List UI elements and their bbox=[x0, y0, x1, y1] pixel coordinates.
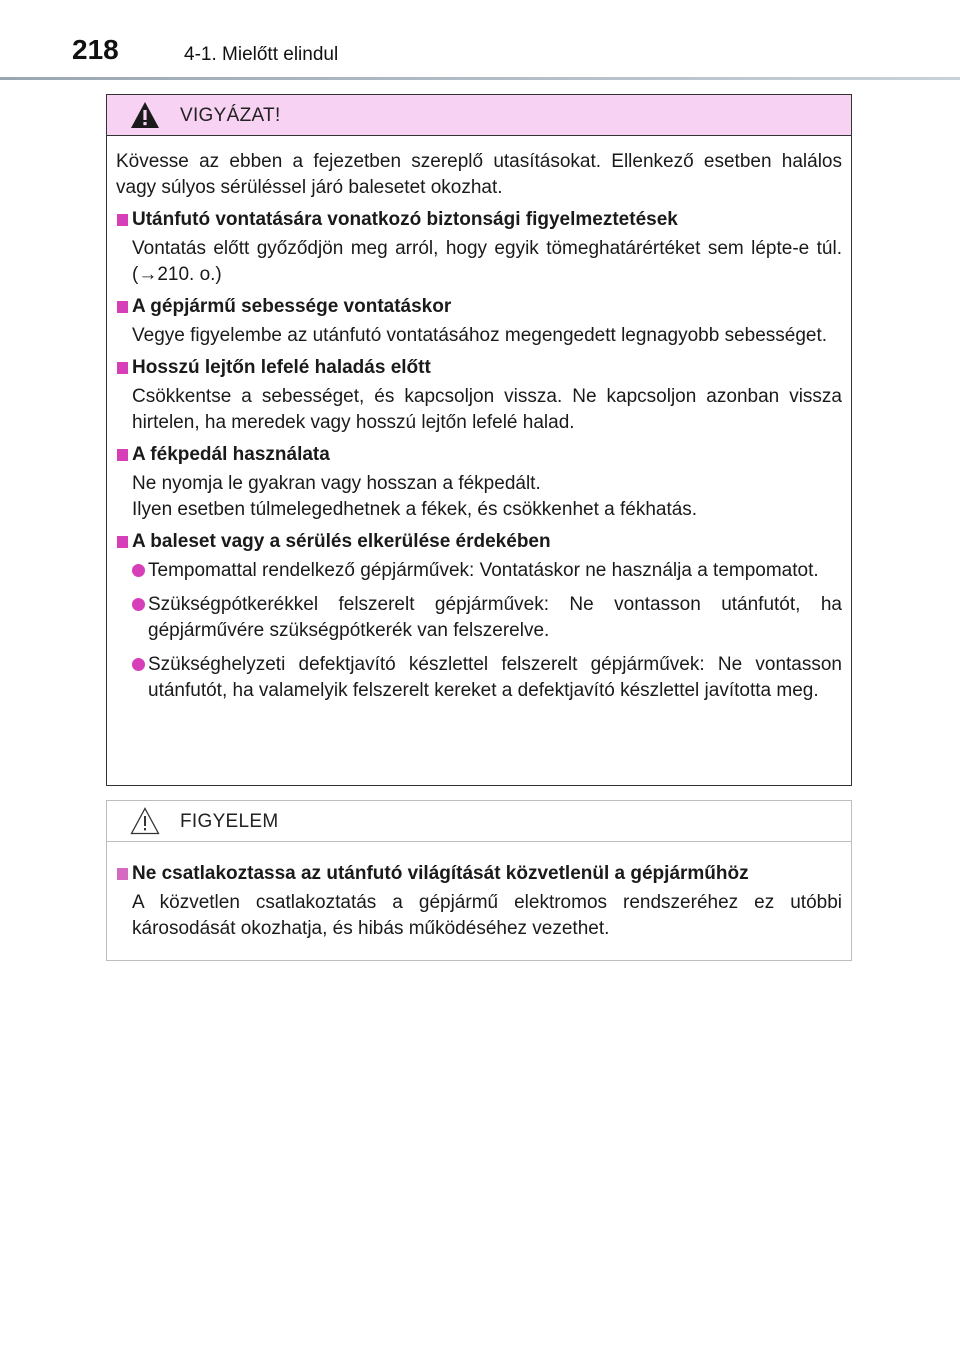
square-bullet-icon bbox=[117, 536, 128, 548]
notice-text: A közvetlen csatlakoztatás a gépjármű elektromos rendszeréhez ez utóbbi károsodását okozhatja, és hibás működéséhez vezethet. bbox=[132, 892, 842, 939]
round-bullet-icon bbox=[132, 598, 145, 611]
warning-triangle-icon bbox=[130, 101, 160, 129]
warning-title: VIGYÁZAT! bbox=[180, 105, 281, 126]
section-text: Csökkentse a sebességet, és kapcsoljon vissza. Ne kapcsoljon azonban vissza hirtelen, ha meredek vagy hosszú lejtőn lefelé halad. bbox=[132, 386, 842, 433]
list-item: Tempomattal rendelkező gépjárművek: Vontatáskor ne használja a tempomatot. bbox=[116, 558, 842, 584]
notice-title: FIGYELEM bbox=[180, 811, 279, 832]
square-bullet-icon bbox=[117, 449, 128, 461]
notice-body bbox=[107, 842, 851, 942]
notice-box-header bbox=[107, 801, 851, 842]
section-text: Vegye figyelembe az utánfutó vontatásához megengedett legnagyobb sebességet. bbox=[132, 325, 828, 346]
warning-body bbox=[107, 136, 851, 704]
list-item: Szükséghelyzeti defektjavító készlettel felszerelt gépjárművek: Ne vontasson utánfutót, ha valamelyik felszerelt kereket a defektjavító készlettel javította meg. bbox=[116, 652, 842, 704]
list-item: Szükségpótkerékkel felszerelt gépjárművek: Ne vontasson utánfutót, ha gépjárművére szükségpótkerék van felszerelve. bbox=[116, 592, 842, 644]
round-bullet-icon bbox=[132, 564, 145, 577]
section-heading: A baleset vagy a sérülés elkerülése érdekében bbox=[116, 529, 842, 555]
warning-intro: Kövesse az ebben a fejezetben szereplő utasításokat. Ellenkező esetben halálos vagy súlyos sérüléssel járó balesetet okozhat. bbox=[116, 151, 842, 198]
chapter-title: 4-1. Mielőtt elindul bbox=[184, 44, 339, 65]
section-heading: A fékpedál használata bbox=[116, 442, 842, 468]
header-divider bbox=[0, 77, 960, 80]
square-bullet-icon bbox=[117, 301, 128, 313]
text-line: Ilyen esetben túlmelegedhetnek a fékek, és csökkenhet a fékhatás. bbox=[132, 499, 698, 520]
section-heading: A gépjármű sebessége vontatáskor bbox=[116, 294, 842, 320]
square-bullet-icon bbox=[117, 868, 128, 880]
page-number: 218 bbox=[72, 34, 119, 65]
notice-heading: Ne csatlakoztassa az utánfutó világítását közvetlenül a gépjárműhöz bbox=[116, 861, 842, 887]
section-heading: Hosszú lejtőn lefelé haladás előtt bbox=[116, 355, 842, 381]
round-bullet-icon bbox=[132, 658, 145, 671]
page-header bbox=[0, 0, 960, 80]
section-heading: Utánfutó vontatására vonatkozó biztonsági figyelmeztetések bbox=[116, 207, 842, 233]
section-text: Vontatás előtt győződjön meg arról, hogy egyik tömeghatárértéket sem lépte-e túl. (→210. o.) bbox=[132, 238, 842, 285]
notice-box bbox=[106, 800, 852, 961]
warning-box-header bbox=[107, 95, 851, 136]
warning-box bbox=[106, 94, 852, 786]
square-bullet-icon bbox=[117, 362, 128, 374]
text-line: Ne nyomja le gyakran vagy hosszan a fékpedált. bbox=[132, 473, 541, 494]
caution-triangle-icon bbox=[130, 807, 160, 835]
square-bullet-icon bbox=[117, 214, 128, 226]
section-text bbox=[116, 471, 842, 523]
